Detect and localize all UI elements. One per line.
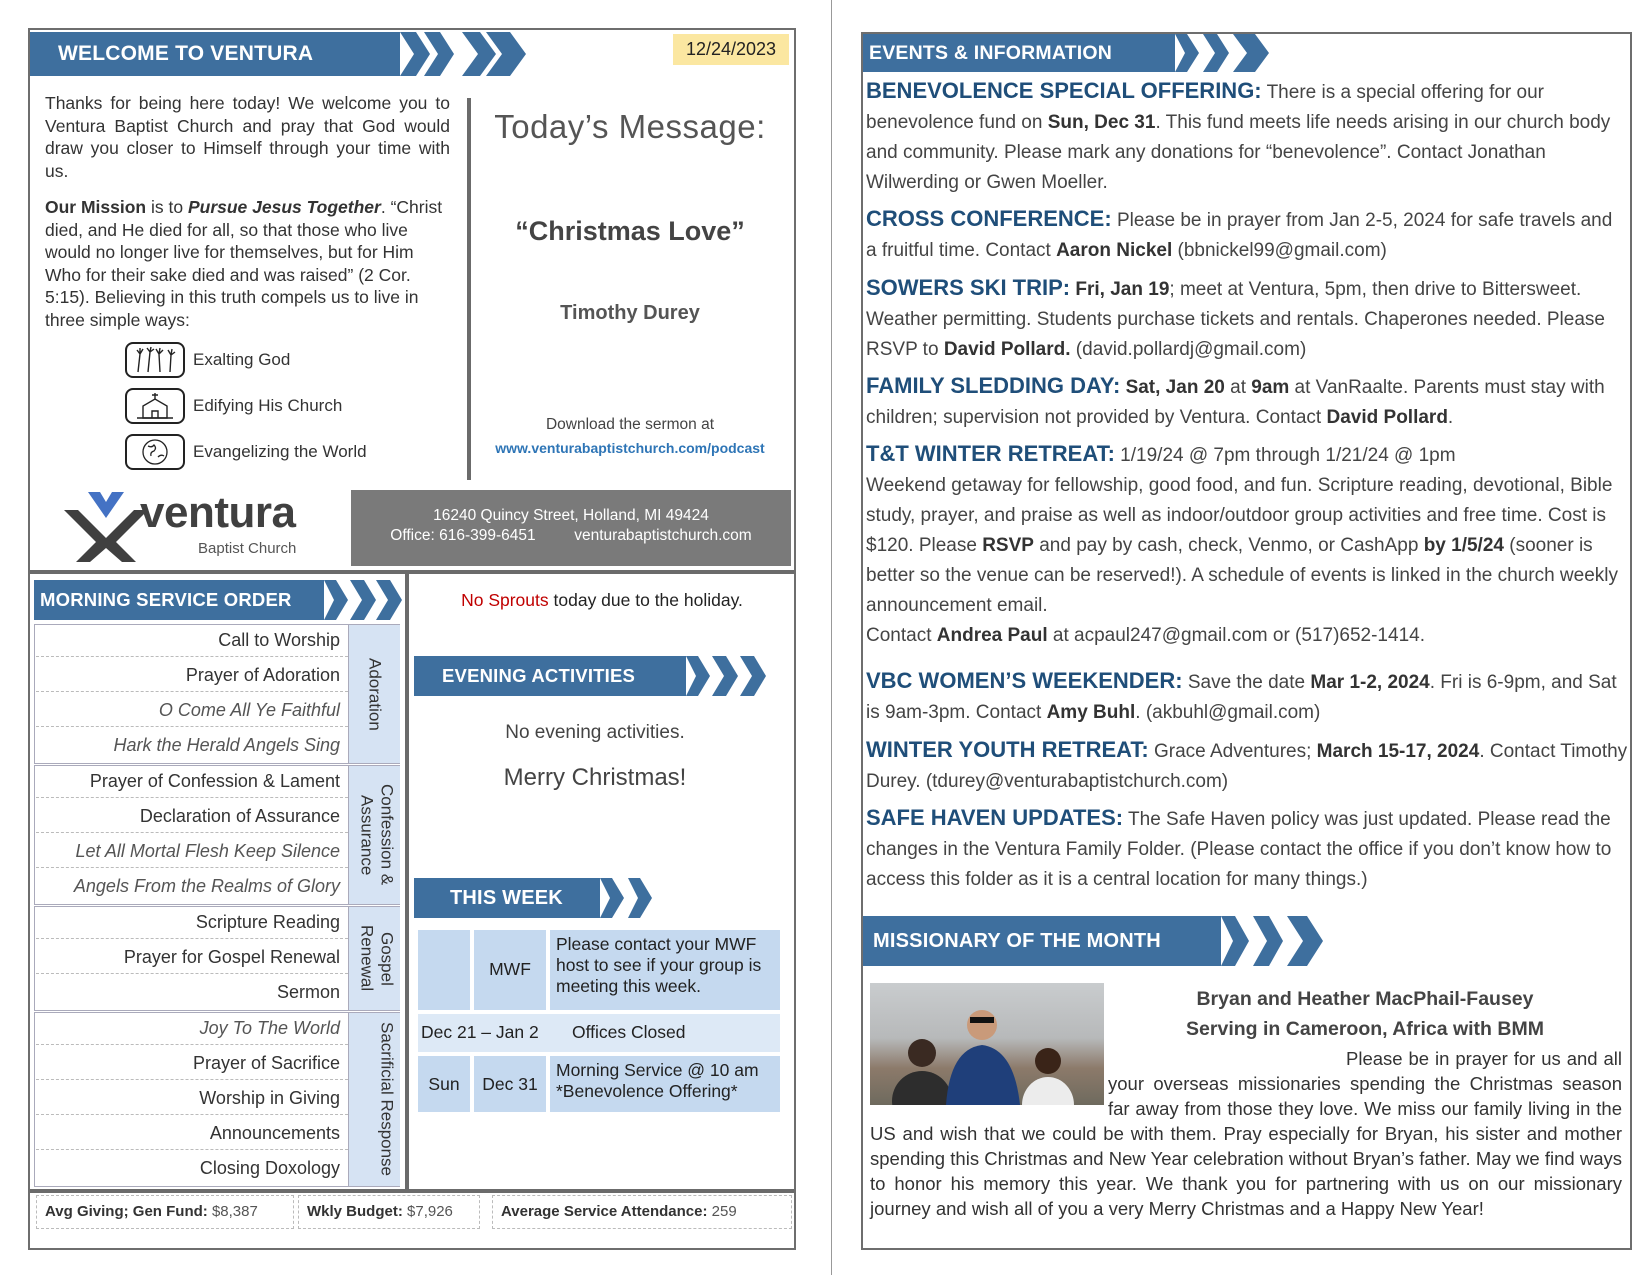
- service-hymn: Let All Mortal Flesh Keep Silence: [36, 835, 348, 868]
- event-text: . Fri is 6-9pm, and Sat is 9am-3pm. Contact: [866, 672, 1617, 723]
- service-item: Declaration of Assurance: [36, 800, 348, 833]
- event-bold: Aaron Nickel: [1056, 240, 1173, 261]
- event-title: SAFE HAVEN UPDATES:: [866, 805, 1124, 830]
- event-text: Grace Adventures;: [1148, 741, 1317, 762]
- event-bold: Sat, Jan 20: [1125, 377, 1225, 398]
- event-bold: Amy Buhl: [1046, 702, 1136, 723]
- podcast-link[interactable]: www.venturabaptistchurch.com/podcast: [495, 440, 765, 456]
- event-text: There is a special offering for our benevolence fund on: [866, 82, 1544, 133]
- this-week-cell: Dec 21 – Jan 2: [421, 1022, 539, 1042]
- event-youth-retreat: [866, 735, 1628, 797]
- page-fold-line: [831, 0, 832, 1275]
- event-text: Save the date: [1182, 672, 1311, 693]
- stat-value: $7,926: [407, 1203, 453, 1220]
- evening-line1: No evening activities.: [505, 722, 685, 743]
- this-week-cell: Sun: [418, 1056, 470, 1112]
- event-text: Contact: [866, 625, 937, 646]
- event-title: CROSS CONFERENCE:: [866, 206, 1112, 231]
- mission-body: . “Christ died, and He died for all, so that those who live would no longer live for themselves, but for Him Who for their sake died and was raised” (2 Cor. 5:15). Believing in this truth compels us to live in three simple ways:: [45, 197, 443, 330]
- bulletin-date: 12/24/2023: [673, 34, 789, 65]
- service-item: Worship in Giving: [36, 1082, 348, 1115]
- side-label: Confession & Assurance: [357, 784, 397, 886]
- chevron-arrows-icon: [1221, 916, 1329, 966]
- welcome-header-label: WELCOME TO VENTURA: [30, 32, 400, 76]
- this-week-cell: Offices Closed: [572, 1022, 686, 1042]
- event-cross-conference: [866, 204, 1628, 266]
- message-title: “Christmas Love”: [515, 216, 745, 246]
- this-week-cell: Dec 31: [474, 1056, 546, 1112]
- service-hymn: O Come All Ye Faithful: [36, 694, 348, 727]
- service-hymn: Hark the Herald Angels Sing: [113, 735, 340, 755]
- event-bold: by 1/5/24: [1423, 535, 1504, 556]
- this-week-cell: Please contact your MWF host to see if your group is meeting this week.: [550, 930, 780, 1010]
- event-text: (sooner is better so the venue can be reserved!). A schedule of events is linked in the church weekly announcement email.: [866, 535, 1618, 616]
- side-label: Gospel Renewal: [357, 925, 397, 992]
- church-icon: [125, 388, 185, 424]
- missionary-header: [863, 916, 1329, 966]
- event-bold: 9am: [1251, 377, 1290, 398]
- stat-value: 259: [711, 1203, 737, 1220]
- side-label: Sacrificial Response: [377, 1022, 397, 1177]
- ventura-logo: [60, 488, 320, 562]
- stat-value: $8,387: [211, 1203, 258, 1220]
- event-sledding: [866, 371, 1628, 433]
- event-text: 1/19/24 @ 7pm through 1/21/24 @ 1pm: [1114, 445, 1456, 466]
- missionary-header-label: MISSIONARY OF THE MONTH: [863, 916, 1221, 966]
- service-item: Prayer of Adoration: [36, 659, 348, 692]
- event-bold: David Pollard.: [943, 339, 1071, 360]
- evening-line2: Merry Christmas!: [503, 764, 687, 791]
- logo-name: ventura: [140, 488, 296, 537]
- service-hymn: Joy To The World: [36, 1012, 348, 1045]
- event-tt-retreat: [866, 439, 1628, 651]
- mission-statement: [45, 196, 450, 331]
- stat-giving: [36, 1195, 294, 1229]
- side-label: Adoration: [365, 657, 385, 731]
- event-title: FAMILY SLEDDING DAY:: [866, 373, 1121, 398]
- event-text: ; meet at Ventura, 5pm, then drive to Bittersweet. Weather permitting. Students purchase tickets and rentals. Chaperones needed. Please RSVP to: [866, 279, 1605, 360]
- service-item: Scripture Reading: [36, 906, 348, 939]
- download-text: Download the sermon at: [545, 416, 714, 433]
- service-order-header: [34, 580, 404, 620]
- sprouts-note: [410, 590, 794, 611]
- service-item: Announcements: [36, 1117, 348, 1150]
- address-contact: [351, 527, 791, 545]
- event-text: at VanRaalte. Parents must stay with children; supervision not provided by Ventura. Contact: [866, 377, 1605, 428]
- evening-header: [414, 656, 768, 696]
- event-bold: RSVP: [982, 535, 1034, 556]
- ventura-x-icon: [60, 488, 150, 562]
- service-side-response: [348, 1013, 400, 1186]
- event-text: Weekend getaway for fellowship, good food, and fun. Scripture reading, devotional, Bible study, prayer, and praise as well as indoor/outdoor group activities and free time. Cost is $120. Please: [866, 475, 1613, 556]
- service-side-renewal: [348, 907, 400, 1010]
- this-week-cell: [418, 930, 470, 1010]
- event-womens-weekender: [866, 666, 1628, 728]
- hands-raised-icon: [125, 342, 185, 378]
- event-bold: Fri, Jan 19: [1075, 279, 1170, 300]
- stat-label: Avg Giving; Gen Fund:: [45, 1203, 208, 1220]
- event-text: Please be in prayer from Jan 2-5, 2024 for safe travels and a fruitful time. Contact: [866, 210, 1613, 261]
- event-text: . Contact Timothy Durey. (tdurey@venturabaptistchurch.com): [866, 741, 1628, 792]
- logo-subtitle: Baptist Church: [198, 540, 297, 557]
- chevron-arrows-icon: [686, 656, 768, 696]
- way-label: Edifying His Church: [193, 396, 343, 415]
- message-heading: Today’s Message:: [494, 108, 766, 145]
- mission-motto: Pursue Jesus Together: [187, 197, 381, 217]
- service-order-label: MORNING SERVICE ORDER: [34, 580, 324, 620]
- service-item: Sermon: [276, 982, 340, 1002]
- chevron-arrows-icon: [1175, 34, 1271, 72]
- evening-header-label: EVENING ACTIVITIES: [414, 656, 686, 696]
- lower-left-divider: [405, 574, 409, 1192]
- left-horizontal-rule: [30, 570, 794, 574]
- service-side-adoration: [348, 625, 400, 763]
- event-bold: Andrea Paul: [936, 625, 1048, 646]
- chevron-arrows-icon: [400, 32, 530, 76]
- event-bold: March 15-17, 2024: [1316, 741, 1480, 762]
- this-week-label: THIS WEEK: [414, 878, 600, 918]
- event-title: VBC WOMEN’S WEEKENDER:: [866, 668, 1183, 693]
- event-ski-trip: [866, 273, 1628, 365]
- way-edifying: [125, 388, 342, 424]
- address-box: [351, 490, 791, 566]
- stats-separator: [30, 1189, 794, 1193]
- missionary-place: Serving in Cameroon, Africa with BMM: [1186, 1018, 1544, 1040]
- way-label: Exalting God: [193, 350, 291, 369]
- this-week-cell: MWF: [474, 930, 546, 1010]
- service-hymn: Angels From the Realms of Glory: [73, 876, 340, 896]
- way-evangelizing: [125, 434, 367, 470]
- event-bold: David Pollard: [1326, 407, 1448, 428]
- this-week-cell: Morning Service @ 10 am *Benevolence Offering*: [550, 1056, 780, 1112]
- event-bold: Mar 1-2, 2024: [1310, 672, 1430, 693]
- event-text: . This fund meets life needs arising in our church body and community. Please mark any donations for “benevolence”. Contact Jonathan Wilwerding or Gwen Moeller.: [866, 112, 1611, 193]
- mission-label: Our Mission: [45, 197, 147, 217]
- event-text: and pay by cash, check, Venmo, or CashApp: [1033, 535, 1424, 556]
- event-text: (david.pollardj@gmail.com): [1070, 339, 1307, 360]
- globe-icon: [125, 434, 185, 470]
- event-title: SOWERS SKI TRIP:: [866, 275, 1071, 300]
- events-header-label: EVENTS & INFORMATION: [863, 34, 1175, 72]
- chevron-arrows-icon: [324, 580, 404, 620]
- photo-float-spacer: [870, 1046, 1108, 1121]
- way-label: Evangelizing the World: [193, 442, 367, 461]
- missionary-names: Bryan and Heather MacPhail-Fausey: [1196, 988, 1534, 1010]
- event-title: T&T WINTER RETREAT:: [866, 441, 1115, 466]
- stat-attendance: [492, 1195, 792, 1229]
- this-week-header: [414, 878, 656, 918]
- sprouts-rest: today due to the holiday.: [548, 590, 743, 610]
- sprouts-red: No Sprouts: [461, 590, 549, 610]
- event-text: at acpaul247@gmail.com or (517)652-1414.: [1047, 625, 1425, 646]
- chevron-arrows-icon: [600, 878, 656, 918]
- event-text: .: [1447, 407, 1454, 428]
- service-item: Prayer of Confession & Lament: [36, 765, 348, 798]
- service-item: Prayer for Gospel Renewal: [36, 941, 348, 974]
- service-item: Prayer of Sacrifice: [36, 1047, 348, 1080]
- way-exalting: [125, 342, 290, 378]
- event-text: at: [1224, 377, 1252, 398]
- event-benevolence: [866, 76, 1628, 198]
- service-item: Closing Doxology: [199, 1158, 340, 1178]
- event-title: WINTER YOUTH RETREAT:: [866, 737, 1149, 762]
- event-text: (bbnickel99@gmail.com): [1172, 240, 1387, 261]
- website[interactable]: venturabaptistchurch.com: [574, 527, 752, 544]
- service-item: Call to Worship: [36, 624, 348, 657]
- message-speaker: Timothy Durey: [560, 302, 700, 324]
- events-header: [863, 34, 1271, 72]
- welcome-intro: Thanks for being here today! We welcome you to Ventura Baptist Church and pray that God would draw you closer to Himself through your time with us.: [45, 93, 450, 181]
- office-phone: Office: 616-399-6451: [390, 527, 536, 544]
- missionary-body: Please be in prayer for us and all your overseas missionaries spending the Christmas season far away from those they love. We miss our family living in the US and wish that we could be with them. Pray especially for Bryan, his sister and mother spending this Christmas and New Year celebration without Bryan’s father. May we find ways to honor his memory this year. We thank you for partnering with us on our missionary journey and wish all of you a very Merry Christmas and a Happy New Year!: [870, 1048, 1622, 1219]
- welcome-header: [30, 32, 530, 76]
- address-street: 16240 Quincy Street, Holland, MI 49424: [433, 507, 709, 524]
- stat-label: Wkly Budget:: [307, 1203, 403, 1220]
- mission-is: is to: [146, 197, 188, 217]
- event-text: The Safe Haven policy was just updated. Please read the changes in the Ventura Family Folder. (Please contact the office if you don’t know how to access this folder as it is a central location for many things.): [866, 809, 1612, 890]
- stat-label: Average Service Attendance:: [501, 1203, 708, 1220]
- service-side-confession: [348, 766, 400, 904]
- event-text: . (akbuhl@gmail.com): [1135, 702, 1321, 723]
- event-title: BENEVOLENCE SPECIAL OFFERING:: [866, 78, 1262, 103]
- event-safe-haven: [866, 803, 1628, 895]
- stat-budget: [298, 1195, 480, 1229]
- event-bold: Sun, Dec 31: [1047, 112, 1156, 133]
